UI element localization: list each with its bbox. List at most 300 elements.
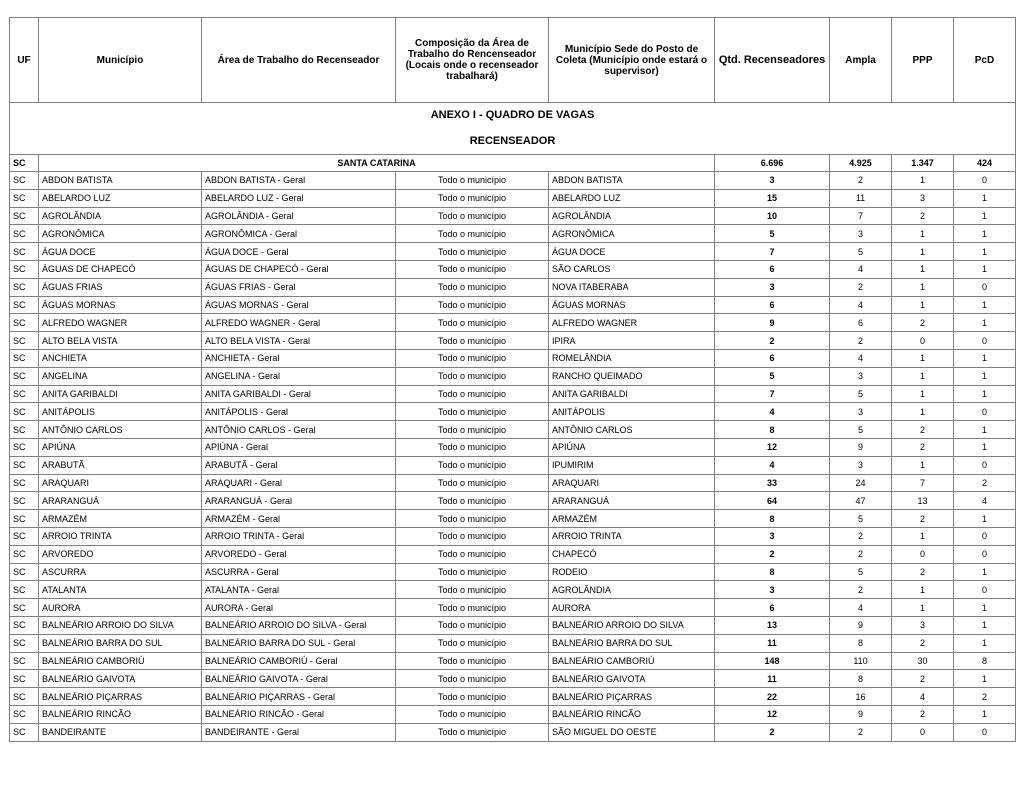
cell-ampla: 24 <box>830 474 892 492</box>
cell-ampla: 6 <box>830 314 892 332</box>
cell-ampla: 2 <box>830 723 892 741</box>
cell-ppp: 2 <box>892 563 954 581</box>
cell-ampla: 3 <box>830 367 892 385</box>
cell-pcd: 1 <box>954 314 1016 332</box>
cell-ppp: 2 <box>892 207 954 225</box>
cell-ampla: 2 <box>830 581 892 599</box>
cell-uf: SC <box>10 260 39 278</box>
cell-area: APIÚNA - Geral <box>202 438 396 456</box>
cell-uf: SC <box>10 278 39 296</box>
cell-pcd: 2 <box>954 474 1016 492</box>
cell-pcd: 1 <box>954 367 1016 385</box>
cell-composicao: Todo o município <box>396 385 549 403</box>
cell-sede: ANTÔNIO CARLOS <box>549 421 715 439</box>
cell-uf: SC <box>10 616 39 634</box>
cell-ampla: 9 <box>830 705 892 723</box>
cell-pcd: 0 <box>954 278 1016 296</box>
cell-pcd: 1 <box>954 349 1016 367</box>
cell-ppp: 2 <box>892 314 954 332</box>
state-ampla: 4.925 <box>830 155 892 172</box>
cell-ampla: 2 <box>830 172 892 190</box>
cell-composicao: Todo o município <box>396 510 549 528</box>
table-row <box>10 207 1016 225</box>
header-municipio: Município <box>39 18 202 103</box>
cell-composicao: Todo o município <box>396 688 549 706</box>
cell-ampla: 9 <box>830 616 892 634</box>
cell-qtd: 15 <box>715 189 830 207</box>
cell-composicao: Todo o município <box>396 314 549 332</box>
cell-area: ALTO BELA VISTA - Geral <box>202 332 396 350</box>
table-row <box>10 563 1016 581</box>
cell-ampla: 16 <box>830 688 892 706</box>
state-qtd: 6.696 <box>715 155 830 172</box>
cell-municipio: ARMAZÉM <box>39 510 202 528</box>
cell-composicao: Todo o município <box>396 634 549 652</box>
cell-pcd: 0 <box>954 545 1016 563</box>
cell-pcd: 1 <box>954 634 1016 652</box>
cell-pcd: 4 <box>954 492 1016 510</box>
table-row <box>10 438 1016 456</box>
cell-ppp: 1 <box>892 581 954 599</box>
cell-ppp: 1 <box>892 456 954 474</box>
header-sede: Município Sede do Posto de Coleta (Município onde estará o supervisor) <box>549 18 715 103</box>
cell-uf: SC <box>10 225 39 243</box>
document-subtitle: RECENSEADOR <box>10 127 1016 155</box>
table-row <box>10 705 1016 723</box>
cell-sede: AGROLÂNDIA <box>549 581 715 599</box>
cell-area: ÁGUAS MORNAS - Geral <box>202 296 396 314</box>
cell-composicao: Todo o município <box>396 545 549 563</box>
cell-pcd: 8 <box>954 652 1016 670</box>
cell-pcd: 1 <box>954 207 1016 225</box>
cell-composicao: Todo o município <box>396 652 549 670</box>
cell-area: ARARANGUÁ - Geral <box>202 492 396 510</box>
cell-sede: BALNEÁRIO BARRA DO SUL <box>549 634 715 652</box>
cell-area: ASCURRA - Geral <box>202 563 396 581</box>
cell-ppp: 2 <box>892 438 954 456</box>
cell-uf: SC <box>10 385 39 403</box>
cell-ppp: 3 <box>892 189 954 207</box>
cell-sede: SÃO MIGUEL DO OESTE <box>549 723 715 741</box>
cell-uf: SC <box>10 367 39 385</box>
cell-ppp: 0 <box>892 332 954 350</box>
cell-ppp: 0 <box>892 723 954 741</box>
cell-qtd: 8 <box>715 563 830 581</box>
cell-qtd: 2 <box>715 545 830 563</box>
cell-composicao: Todo o município <box>396 349 549 367</box>
cell-sede: BALNEÁRIO CAMBORIÚ <box>549 652 715 670</box>
cell-uf: SC <box>10 474 39 492</box>
cell-uf: SC <box>10 723 39 741</box>
cell-uf: SC <box>10 349 39 367</box>
cell-qtd: 3 <box>715 278 830 296</box>
cell-municipio: ANCHIETA <box>39 349 202 367</box>
table-row <box>10 349 1016 367</box>
cell-sede: BALNEÁRIO RINCÃO <box>549 705 715 723</box>
cell-pcd: 1 <box>954 421 1016 439</box>
cell-composicao: Todo o município <box>396 723 549 741</box>
cell-pcd: 1 <box>954 670 1016 688</box>
cell-area: ARROIO TRINTA - Geral <box>202 527 396 545</box>
table-row <box>10 581 1016 599</box>
cell-ppp: 13 <box>892 492 954 510</box>
cell-qtd: 148 <box>715 652 830 670</box>
cell-composicao: Todo o município <box>396 225 549 243</box>
title-row <box>10 103 1016 128</box>
cell-municipio: AURORA <box>39 599 202 617</box>
cell-area: ABDON BATISTA - Geral <box>202 172 396 190</box>
cell-area: ÁGUAS FRIAS - Geral <box>202 278 396 296</box>
cell-qtd: 5 <box>715 225 830 243</box>
table-row <box>10 634 1016 652</box>
state-name: SANTA CATARINA <box>39 155 715 172</box>
cell-ppp: 2 <box>892 670 954 688</box>
table-row <box>10 332 1016 350</box>
table-row <box>10 616 1016 634</box>
cell-qtd: 33 <box>715 474 830 492</box>
cell-qtd: 10 <box>715 207 830 225</box>
table-row <box>10 599 1016 617</box>
cell-area: ARMAZÉM - Geral <box>202 510 396 528</box>
cell-uf: SC <box>10 189 39 207</box>
cell-uf: SC <box>10 296 39 314</box>
cell-ampla: 2 <box>830 545 892 563</box>
cell-pcd: 0 <box>954 456 1016 474</box>
cell-composicao: Todo o município <box>396 421 549 439</box>
cell-qtd: 4 <box>715 403 830 421</box>
cell-pcd: 0 <box>954 172 1016 190</box>
cell-sede: BALNEÁRIO ARROIO DO SILVA <box>549 616 715 634</box>
cell-composicao: Todo o município <box>396 599 549 617</box>
cell-qtd: 7 <box>715 385 830 403</box>
cell-municipio: BALNEÁRIO ARROIO DO SILVA <box>39 616 202 634</box>
cell-qtd: 4 <box>715 456 830 474</box>
cell-municipio: ASCURRA <box>39 563 202 581</box>
cell-municipio: ANITA GARIBALDI <box>39 385 202 403</box>
cell-uf: SC <box>10 510 39 528</box>
table-row <box>10 278 1016 296</box>
cell-ppp: 7 <box>892 474 954 492</box>
cell-qtd: 8 <box>715 421 830 439</box>
cell-sede: IPUMIRIM <box>549 456 715 474</box>
cell-uf: SC <box>10 545 39 563</box>
table-row <box>10 492 1016 510</box>
cell-qtd: 6 <box>715 260 830 278</box>
cell-ampla: 47 <box>830 492 892 510</box>
header-row <box>10 18 1016 103</box>
cell-uf: SC <box>10 705 39 723</box>
cell-municipio: ATALANTA <box>39 581 202 599</box>
cell-composicao: Todo o município <box>396 207 549 225</box>
cell-pcd: 1 <box>954 385 1016 403</box>
cell-pcd: 0 <box>954 581 1016 599</box>
cell-composicao: Todo o município <box>396 705 549 723</box>
header-qtd: Qtd. Recenseadores <box>715 18 830 103</box>
cell-composicao: Todo o município <box>396 367 549 385</box>
cell-qtd: 8 <box>715 510 830 528</box>
table-row <box>10 652 1016 670</box>
cell-area: ÁGUA DOCE - Geral <box>202 243 396 261</box>
cell-composicao: Todo o município <box>396 296 549 314</box>
cell-composicao: Todo o município <box>396 563 549 581</box>
cell-area: BALNEÁRIO GAIVOTA - Geral <box>202 670 396 688</box>
cell-sede: ARARANGUÁ <box>549 492 715 510</box>
cell-uf: SC <box>10 527 39 545</box>
cell-area: ARAQUARI - Geral <box>202 474 396 492</box>
cell-qtd: 3 <box>715 527 830 545</box>
header-ampla: Ampla <box>830 18 892 103</box>
cell-municipio: BALNEÁRIO RINCÃO <box>39 705 202 723</box>
cell-municipio: APIÚNA <box>39 438 202 456</box>
cell-sede: NOVA ITABERABA <box>549 278 715 296</box>
cell-area: BALNEÁRIO ARROIO DO SILVA - Geral <box>202 616 396 634</box>
cell-municipio: ÁGUAS MORNAS <box>39 296 202 314</box>
cell-area: ANGELINA - Geral <box>202 367 396 385</box>
table-row <box>10 723 1016 741</box>
cell-ampla: 2 <box>830 527 892 545</box>
cell-uf: SC <box>10 403 39 421</box>
cell-ampla: 2 <box>830 278 892 296</box>
cell-qtd: 2 <box>715 723 830 741</box>
cell-ppp: 1 <box>892 278 954 296</box>
header-area: Área de Trabalho do Recenseador <box>202 18 396 103</box>
cell-uf: SC <box>10 599 39 617</box>
cell-pcd: 1 <box>954 599 1016 617</box>
cell-sede: ABELARDO LUZ <box>549 189 715 207</box>
cell-area: ATALANTA - Geral <box>202 581 396 599</box>
cell-area: BALNEÁRIO CAMBORIÚ - Geral <box>202 652 396 670</box>
cell-sede: ARAQUARI <box>549 474 715 492</box>
cell-qtd: 9 <box>715 314 830 332</box>
table-row <box>10 456 1016 474</box>
table-row <box>10 510 1016 528</box>
cell-pcd: 1 <box>954 189 1016 207</box>
cell-municipio: BALNEÁRIO BARRA DO SUL <box>39 634 202 652</box>
cell-sede: APIÚNA <box>549 438 715 456</box>
cell-ppp: 1 <box>892 527 954 545</box>
cell-pcd: 0 <box>954 527 1016 545</box>
cell-sede: ANITÁPOLIS <box>549 403 715 421</box>
cell-ampla: 5 <box>830 243 892 261</box>
cell-area: ANTÔNIO CARLOS - Geral <box>202 421 396 439</box>
header-uf: UF <box>10 18 39 103</box>
cell-ampla: 4 <box>830 296 892 314</box>
cell-ampla: 4 <box>830 599 892 617</box>
cell-ampla: 3 <box>830 225 892 243</box>
table-row <box>10 225 1016 243</box>
cell-pcd: 0 <box>954 332 1016 350</box>
state-total-row <box>10 155 1016 172</box>
cell-area: ARVOREDO - Geral <box>202 545 396 563</box>
cell-uf: SC <box>10 688 39 706</box>
cell-ppp: 0 <box>892 545 954 563</box>
cell-sede: AURORA <box>549 599 715 617</box>
cell-ampla: 3 <box>830 403 892 421</box>
cell-uf: SC <box>10 563 39 581</box>
cell-ampla: 4 <box>830 349 892 367</box>
cell-sede: ARMAZÉM <box>549 510 715 528</box>
cell-uf: SC <box>10 456 39 474</box>
cell-ampla: 5 <box>830 385 892 403</box>
cell-composicao: Todo o município <box>396 332 549 350</box>
cell-ppp: 2 <box>892 421 954 439</box>
cell-ppp: 1 <box>892 349 954 367</box>
cell-composicao: Todo o município <box>396 456 549 474</box>
cell-sede: IPIRA <box>549 332 715 350</box>
document-title: ANEXO I - QUADRO DE VAGAS <box>10 103 1016 128</box>
cell-municipio: ABDON BATISTA <box>39 172 202 190</box>
cell-area: ARABUTÃ - Geral <box>202 456 396 474</box>
cell-composicao: Todo o município <box>396 616 549 634</box>
cell-uf: SC <box>10 332 39 350</box>
cell-sede: AGROLÂNDIA <box>549 207 715 225</box>
cell-municipio: ALFREDO WAGNER <box>39 314 202 332</box>
cell-ppp: 2 <box>892 705 954 723</box>
state-pcd: 424 <box>954 155 1016 172</box>
cell-municipio: ABELARDO LUZ <box>39 189 202 207</box>
cell-uf: SC <box>10 438 39 456</box>
cell-municipio: ARAQUARI <box>39 474 202 492</box>
cell-uf: SC <box>10 207 39 225</box>
cell-area: AURORA - Geral <box>202 599 396 617</box>
cell-qtd: 12 <box>715 438 830 456</box>
cell-qtd: 22 <box>715 688 830 706</box>
cell-qtd: 2 <box>715 332 830 350</box>
cell-ppp: 1 <box>892 367 954 385</box>
cell-sede: BALNEÁRIO GAIVOTA <box>549 670 715 688</box>
cell-composicao: Todo o município <box>396 474 549 492</box>
cell-ampla: 3 <box>830 456 892 474</box>
cell-qtd: 3 <box>715 172 830 190</box>
cell-ampla: 110 <box>830 652 892 670</box>
cell-municipio: ÁGUA DOCE <box>39 243 202 261</box>
cell-uf: SC <box>10 172 39 190</box>
cell-uf: SC <box>10 492 39 510</box>
cell-ppp: 4 <box>892 688 954 706</box>
header-composicao: Composição da Área de Trabalho do Rencenseador (Locais onde o recenseador trabalhará) <box>396 18 549 103</box>
cell-ppp: 1 <box>892 296 954 314</box>
cell-uf: SC <box>10 652 39 670</box>
table-row <box>10 314 1016 332</box>
cell-uf: SC <box>10 314 39 332</box>
cell-municipio: ANITÁPOLIS <box>39 403 202 421</box>
cell-municipio: ANTÔNIO CARLOS <box>39 421 202 439</box>
cell-pcd: 1 <box>954 225 1016 243</box>
cell-area: ANITA GARIBALDI - Geral <box>202 385 396 403</box>
cell-area: BALNEÁRIO PIÇARRAS - Geral <box>202 688 396 706</box>
cell-pcd: 2 <box>954 688 1016 706</box>
cell-sede: SÃO CARLOS <box>549 260 715 278</box>
cell-pcd: 0 <box>954 723 1016 741</box>
table-row <box>10 385 1016 403</box>
table-row <box>10 367 1016 385</box>
table-row <box>10 403 1016 421</box>
cell-ppp: 2 <box>892 510 954 528</box>
cell-qtd: 6 <box>715 599 830 617</box>
cell-composicao: Todo o município <box>396 260 549 278</box>
table-row <box>10 260 1016 278</box>
cell-area: AGRONÔMICA - Geral <box>202 225 396 243</box>
cell-municipio: ARROIO TRINTA <box>39 527 202 545</box>
cell-ppp: 1 <box>892 260 954 278</box>
header-pcd: PcD <box>954 18 1016 103</box>
cell-composicao: Todo o município <box>396 581 549 599</box>
cell-ampla: 4 <box>830 260 892 278</box>
table-row <box>10 421 1016 439</box>
cell-composicao: Todo o município <box>396 438 549 456</box>
cell-composicao: Todo o município <box>396 189 549 207</box>
cell-composicao: Todo o município <box>396 403 549 421</box>
cell-pcd: 1 <box>954 705 1016 723</box>
cell-area: ANCHIETA - Geral <box>202 349 396 367</box>
cell-municipio: ARABUTÃ <box>39 456 202 474</box>
cell-composicao: Todo o município <box>396 278 549 296</box>
cell-pcd: 1 <box>954 438 1016 456</box>
cell-municipio: ARARANGUÁ <box>39 492 202 510</box>
cell-municipio: BALNEÁRIO CAMBORIÚ <box>39 652 202 670</box>
cell-ampla: 7 <box>830 207 892 225</box>
cell-pcd: 1 <box>954 616 1016 634</box>
cell-area: AGROLÂNDIA - Geral <box>202 207 396 225</box>
cell-composicao: Todo o município <box>396 172 549 190</box>
cell-sede: RANCHO QUEIMADO <box>549 367 715 385</box>
table-row <box>10 688 1016 706</box>
cell-ampla: 2 <box>830 332 892 350</box>
cell-qtd: 7 <box>715 243 830 261</box>
cell-composicao: Todo o município <box>396 527 549 545</box>
table-row <box>10 172 1016 190</box>
cell-area: ÁGUAS DE CHAPECÓ - Geral <box>202 260 396 278</box>
cell-qtd: 5 <box>715 367 830 385</box>
cell-qtd: 11 <box>715 670 830 688</box>
state-uf: SC <box>10 155 39 172</box>
cell-sede: ÁGUAS MORNAS <box>549 296 715 314</box>
header-ppp: PPP <box>892 18 954 103</box>
cell-qtd: 3 <box>715 581 830 599</box>
table-row <box>10 545 1016 563</box>
cell-pcd: 1 <box>954 296 1016 314</box>
cell-composicao: Todo o município <box>396 670 549 688</box>
cell-uf: SC <box>10 581 39 599</box>
cell-ppp: 1 <box>892 243 954 261</box>
cell-municipio: ALTO BELA VISTA <box>39 332 202 350</box>
cell-area: BALNEÁRIO BARRA DO SUL - Geral <box>202 634 396 652</box>
subtitle-row <box>10 127 1016 155</box>
cell-area: BANDEIRANTE - Geral <box>202 723 396 741</box>
cell-ampla: 9 <box>830 438 892 456</box>
cell-municipio: ARVOREDO <box>39 545 202 563</box>
cell-ampla: 5 <box>830 421 892 439</box>
cell-qtd: 12 <box>715 705 830 723</box>
cell-composicao: Todo o município <box>396 492 549 510</box>
cell-area: ABELARDO LUZ - Geral <box>202 189 396 207</box>
cell-sede: AGRONÔMICA <box>549 225 715 243</box>
cell-uf: SC <box>10 243 39 261</box>
cell-ppp: 2 <box>892 634 954 652</box>
cell-qtd: 6 <box>715 349 830 367</box>
cell-ppp: 30 <box>892 652 954 670</box>
cell-composicao: Todo o município <box>396 243 549 261</box>
cell-ampla: 5 <box>830 563 892 581</box>
cell-sede: ABDON BATISTA <box>549 172 715 190</box>
cell-area: ANITÁPOLIS - Geral <box>202 403 396 421</box>
cell-pcd: 1 <box>954 243 1016 261</box>
cell-pcd: 0 <box>954 403 1016 421</box>
cell-sede: ARROIO TRINTA <box>549 527 715 545</box>
table-row <box>10 474 1016 492</box>
cell-pcd: 1 <box>954 510 1016 528</box>
cell-area: ALFREDO WAGNER - Geral <box>202 314 396 332</box>
